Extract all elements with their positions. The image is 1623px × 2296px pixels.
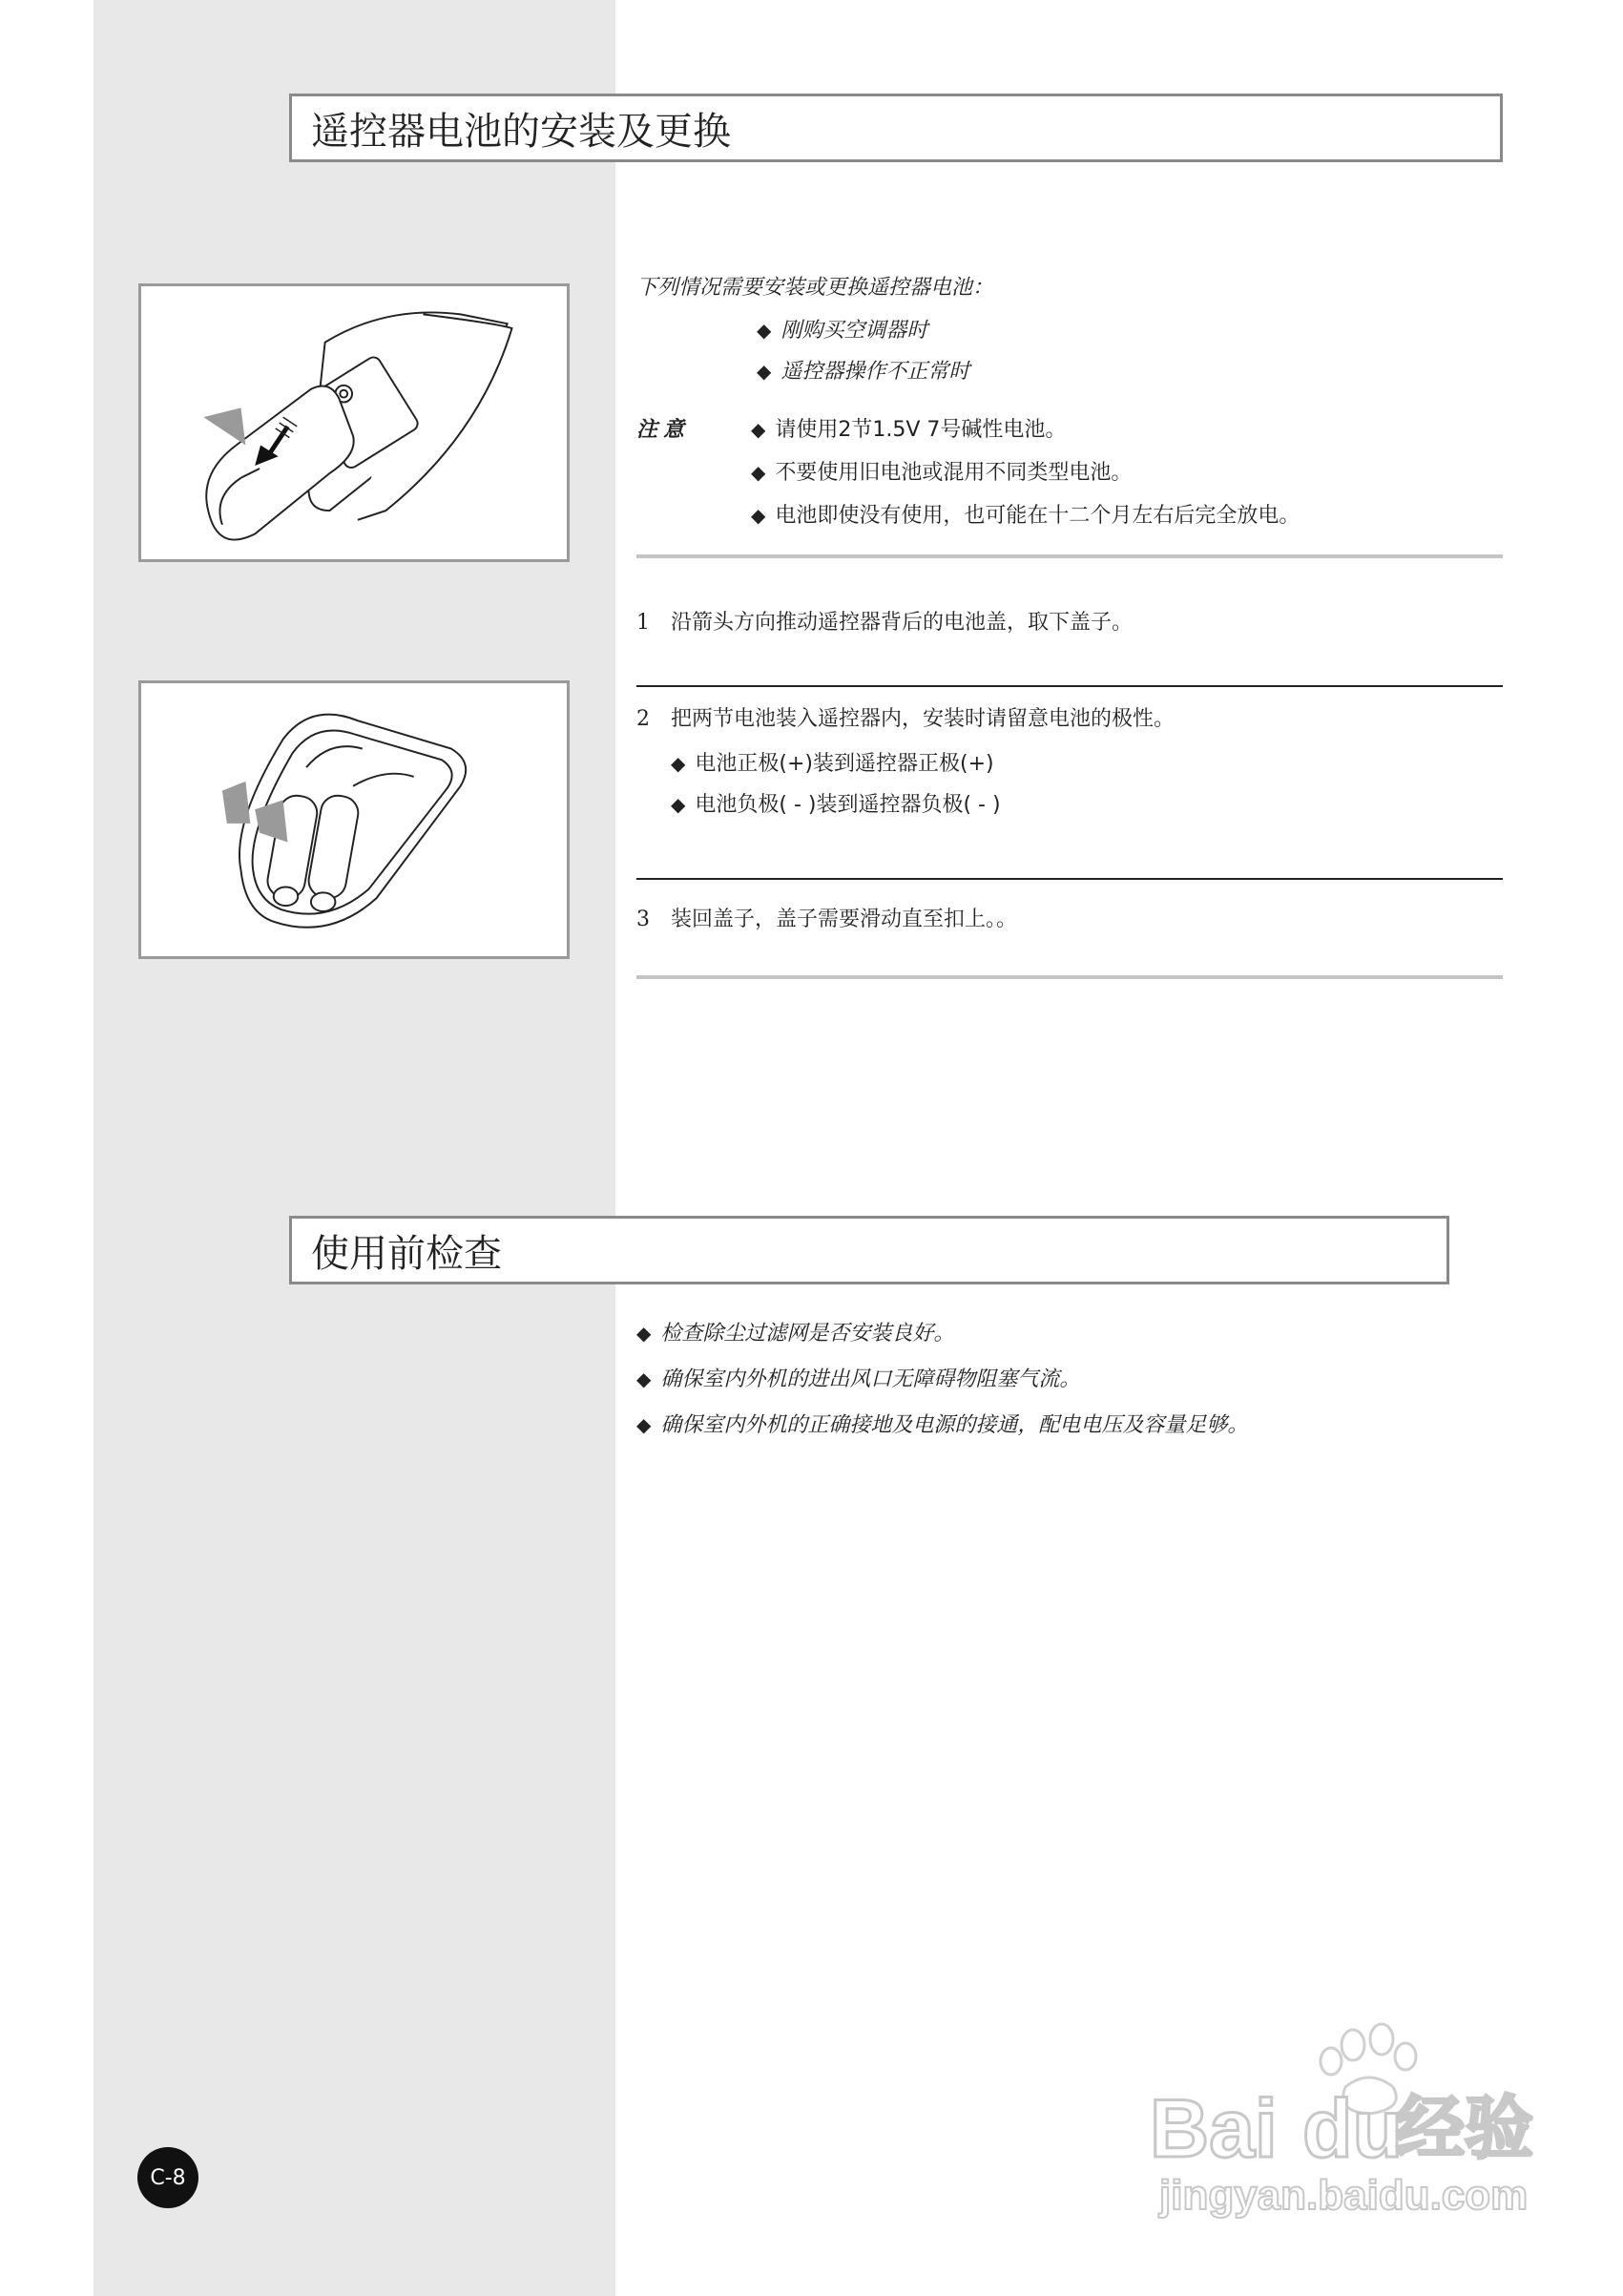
diamond-bullet-icon: ◆: [751, 461, 766, 484]
diamond-bullet-icon: ◆: [636, 1367, 652, 1390]
step-2-sub: ◆ 电池正极(+)装到遥控器正极(+): [671, 752, 994, 776]
check-item: ◆ 检查除尘过滤网是否安装良好。: [636, 1322, 955, 1346]
intro-text: 下列情况需要安装或更换遥控器电池：: [636, 276, 994, 300]
note-item: ◆ 电池即使没有使用，也可能在十二个月左右后完全放电。: [751, 504, 1300, 528]
diamond-bullet-icon: ◆: [636, 1322, 652, 1345]
case-item: ◆ 遥控器操作不正常时: [757, 360, 970, 384]
step-1: 1 沿箭头方向推动遥控器背后的电池盖，取下盖子。: [636, 611, 1134, 635]
step-2: 2 把两节电池装入遥控器内，安装时请留意电池的极性。: [636, 707, 1176, 731]
diamond-bullet-icon: ◆: [751, 418, 766, 441]
page-number-badge: C-8: [137, 2147, 198, 2208]
note-item: ◆ 不要使用旧电池或混用不同类型电池。: [751, 461, 1133, 485]
case-item: ◆ 刚购买空调器时: [757, 319, 928, 343]
check-item: ◆ 确保室内外机的进出风口无障碍物阻塞气流。: [636, 1367, 1081, 1391]
section-title-precheck: [289, 1216, 1449, 1284]
diamond-bullet-icon: ◆: [636, 1413, 652, 1436]
check-item: ◆ 确保室内外机的正确接地及电源的接通，配电电压及容量足够。: [636, 1413, 1249, 1437]
note-label: 注意: [636, 417, 691, 442]
diamond-bullet-icon: ◆: [671, 793, 686, 816]
section-title-text: 遥控器电池的安装及更换: [311, 109, 731, 154]
remote-cover-illustration: [141, 286, 567, 559]
diamond-bullet-icon: ◆: [751, 504, 766, 527]
watermark-brand-cn: 经验: [1396, 2091, 1534, 2167]
watermark-url: jingyan.baidu.com: [1159, 2172, 1529, 2219]
step-3: 3 装回盖子，盖子需要滑动直至扣上。。: [636, 908, 1018, 931]
divider: [636, 685, 1503, 687]
divider: [636, 554, 1503, 558]
figure-insert-batteries: [138, 680, 570, 959]
diamond-bullet-icon: ◆: [757, 360, 772, 383]
section-title-text: 使用前检查: [311, 1231, 502, 1276]
section-title-battery: [289, 94, 1503, 162]
divider: [636, 878, 1503, 880]
watermark-brand: Bai: [1150, 2083, 1278, 2175]
diamond-bullet-icon: ◆: [671, 752, 686, 775]
remote-batteries-illustration: [141, 683, 567, 956]
baidu-watermark-logo: [1150, 2018, 1550, 2228]
diamond-bullet-icon: ◆: [757, 319, 772, 342]
watermark-brand-tail: du: [1302, 2083, 1404, 2175]
note-item: ◆ 请使用2节1.5V 7号碱性电池。: [751, 418, 1067, 442]
step-2-sub: ◆ 电池负极( - )装到遥控器负极( - ): [671, 793, 1001, 817]
divider: [636, 975, 1503, 979]
figure-remove-cover: [138, 283, 570, 562]
